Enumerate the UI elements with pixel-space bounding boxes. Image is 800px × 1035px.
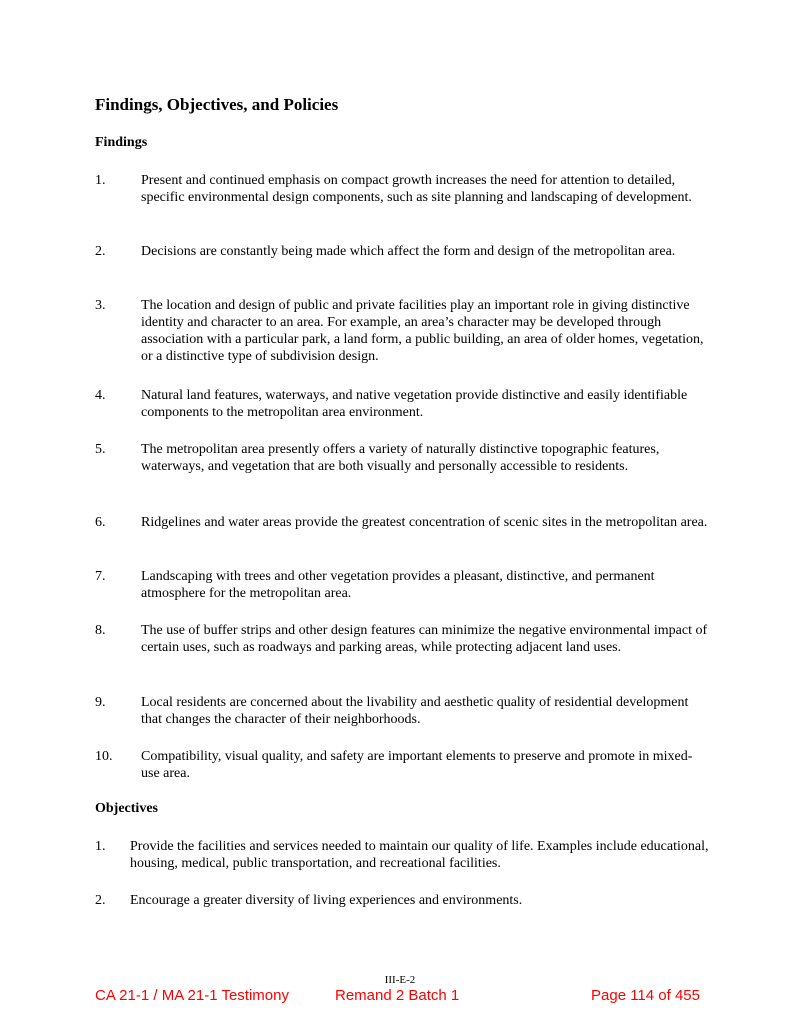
objective-item — [95, 892, 710, 909]
item-number: 3. — [95, 298, 106, 313]
item-number: 2. — [95, 893, 106, 908]
finding-item — [95, 387, 710, 421]
item-number: 10. — [95, 749, 113, 764]
item-text: Local residents are concerned about the livability and aesthetic quality of residential development that changes the character of their neighborhoods. — [141, 695, 689, 727]
page-title: Findings, Objectives, and Policies — [95, 95, 339, 114]
item-number: 2. — [95, 244, 106, 259]
item-text: Natural land features, waterways, and native vegetation provide distinctive and easily identifiable components to the metropolitan area environment. — [141, 388, 688, 420]
finding-item — [95, 514, 710, 531]
finding-item — [95, 243, 710, 260]
item-text: Present and continued emphasis on compact growth increases the need for attention to detailed, specific environmental design components, such as site planning and landscaping of development. — [141, 173, 692, 205]
item-text: Provide the facilities and services needed to maintain our quality of life. Examples include educational, housing, medical, public transportation, and recreational facilities. — [130, 839, 709, 871]
item-text: Ridgelines and water areas provide the greatest concentration of scenic sites in the metropolitan area. — [141, 515, 708, 530]
finding-item — [95, 748, 710, 782]
item-text: The use of buffer strips and other design features can minimize the negative environmental impact of certain uses, such as roadways and parking areas, while protecting adjacent land uses. — [141, 623, 708, 655]
objective-item — [95, 838, 710, 872]
item-text: The metropolitan area presently offers a variety of naturally distinctive topographic features, waterways, and vegetation that are both visually and personally accessible to residents. — [141, 442, 660, 474]
item-text: Compatibility, visual quality, and safety are important elements to preserve and promote in mixed-use area. — [141, 749, 693, 781]
footer-testimony-label: CA 21-1 / MA 21-1 Testimony — [95, 987, 289, 1004]
item-number: 7. — [95, 569, 106, 584]
item-number: 6. — [95, 515, 106, 530]
item-text: Decisions are constantly being made which affect the form and design of the metropolitan area. — [141, 244, 676, 259]
item-number: 5. — [95, 442, 106, 457]
item-text: Encourage a greater diversity of living experiences and environments. — [130, 893, 523, 908]
item-number: 8. — [95, 623, 106, 638]
finding-item — [95, 568, 710, 602]
footer-page-number: Page 114 of 455 — [591, 987, 700, 1004]
objectives-heading: Objectives — [95, 801, 158, 816]
item-number: 4. — [95, 388, 106, 403]
item-number: 1. — [95, 173, 106, 188]
findings-heading: Findings — [95, 135, 148, 150]
item-text: The location and design of public and private facilities play an important role in giving distinctive identity and character to an area. For example, an area’s character may be developed through association with a particular park, a land form, a public building, an area of older homes, vegetation, or a distinctive type of subdivision design. — [141, 298, 704, 364]
finding-item — [95, 694, 710, 728]
item-number: 1. — [95, 839, 106, 854]
item-number: 9. — [95, 695, 106, 710]
item-text: Landscaping with trees and other vegetation provides a pleasant, distinctive, and permanent atmosphere for the metropolitan area. — [141, 569, 655, 601]
finding-item — [95, 172, 710, 206]
page-code: III-E-2 — [384, 974, 416, 986]
finding-item — [95, 297, 710, 365]
finding-item — [95, 441, 710, 475]
finding-item — [95, 622, 710, 656]
footer-batch-label: Remand 2 Batch 1 — [335, 987, 460, 1004]
